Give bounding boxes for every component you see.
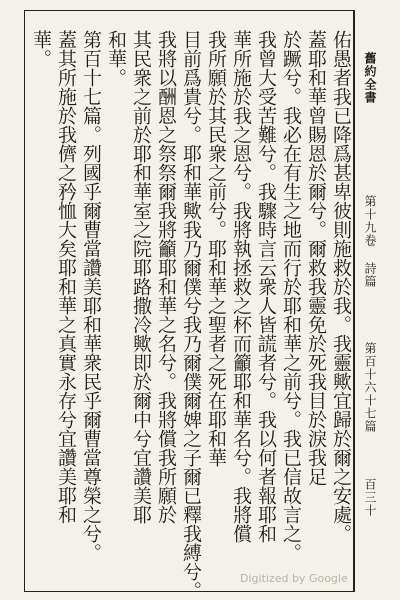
section-name: 詩篇	[363, 262, 377, 288]
text-column: 我曾大受苦難兮。我驟時言云衆人皆謊者兮。我以何者報耶和	[255, 30, 277, 543]
chapter-range: 第百十六十七篇	[363, 342, 377, 433]
page-number: 百三十	[363, 478, 377, 517]
volume-number: 第十九卷	[363, 195, 377, 247]
text-column: 蓋其所施於我儕之矜恤大矣耶和華之真實永存兮宜讚美耶和	[55, 30, 77, 524]
header-divider	[354, 10, 355, 592]
text-column: 我將以酬恩之祭祭爾我將籲耶和華之名兮。我將償我所願於	[155, 30, 177, 524]
digitization-watermark: Digitized by Google	[240, 572, 348, 585]
text-column: 佑愚者我已降爲甚卑彼則施救於我。我靈歟宜歸於爾之安處。	[330, 30, 352, 543]
text-column: 華所施於我之恩兮。我將執拯救之杯而籲耶和華名兮。我將償	[230, 30, 252, 543]
text-column: 其民衆之前於耶和華室之院耶路撒冷歟即於爾中兮宜讚美耶	[130, 30, 152, 524]
text-column: 蓋耶和華曾賜恩於爾兮。爾救我靈免於死我目於淚我足	[305, 30, 327, 486]
text-column: 第百十七篇。列國乎爾曹當讚美耶和華衆民乎爾曹當尊榮之兮。	[80, 30, 102, 562]
text-column: 於蹶兮。我必在有生之地而行於耶和華之前兮。我已信故言之。	[280, 30, 302, 562]
text-column: 華。	[30, 30, 52, 68]
text-column: 我所願於其民衆之前兮。耶和華之聖者之死在耶和華	[205, 30, 227, 467]
book-title: 舊約全書	[363, 52, 377, 104]
text-column: 目前爲貴兮。耶和華歟我乃爾僕兮我乃爾僕爾婢之子爾已釋我縛兮。	[180, 30, 202, 600]
text-column: 和華。	[105, 30, 127, 87]
